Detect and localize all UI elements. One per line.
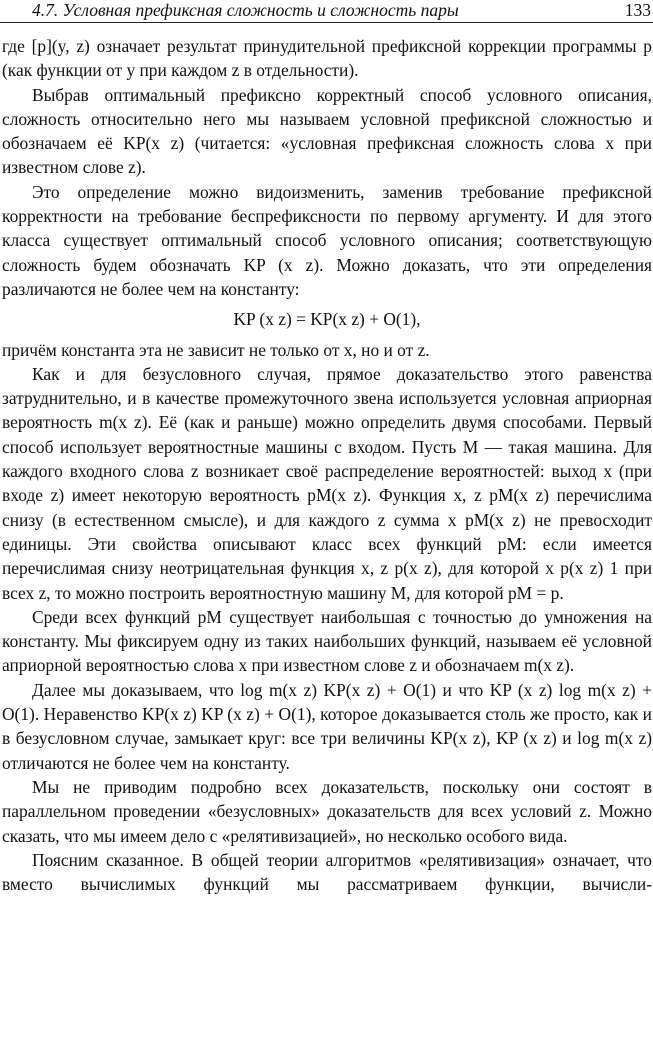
running-head — [0, 0, 653, 23]
paragraph: Поясним сказанное. В общей теории алгоритмов «релятивизация» означает, что вместо вычислимых функций мы рассматриваем функции, вычисли- — [2, 849, 652, 895]
paragraph: причём константа эта не зависит не только от x, но и от z. — [2, 339, 430, 360]
paragraph: Это определение можно видоизменить, заменив требование префиксной корректности на требование беспрефиксности по первому аргументу. И для этого класса существует оптимальный способ условного описания; соответствующую сложность будем обозначать KP (x z). Можно доказать, что эти определения различаются не более чем на константу: — [2, 181, 652, 299]
body-text — [2, 34, 652, 896]
paragraph: Выбрав оптимальный префиксно корректный способ условного описания, сложность относительно него мы называем условной префиксной сложностью и обозначаем её KP(x z) (читается: «условная префиксная сложность слова x при известном слове z). — [2, 84, 652, 178]
display-formula: KP (x z) = KP(x z) + O(1), — [233, 309, 421, 330]
paragraph: Среди всех функций pM существует наибольшая с точностью до умножения на константу. Мы фиксируем одну из таких наибольших функций, называем её условной априорной вероятностью слова x при известном слове z и обозначаем m(x z). — [2, 606, 652, 676]
running-head-title: 4.7. Условная префиксная сложность и сложность пары — [32, 0, 459, 20]
paragraph: Мы не приводим подробно всех доказательств, поскольку они состоят в параллельном проведении «безусловных» доказательств для всех условий z. Можно сказать, что мы имеем дело с «релятивизацией», но несколько особого вида. — [2, 776, 652, 846]
paragraph: Далее мы доказываем, что log m(x z) KP(x z) + O(1) и что KP (x z) log m(x z) + O(1). Неравенство KP(x z) KP (x z) + O(1), которое доказывается столь же просто, как и в безусловном случае, замыкает круг: все три величины KP(x z), KP (x z) и log m(x z) отличаются не более чем на константу. — [2, 679, 652, 773]
page-number: 133 — [624, 0, 651, 20]
paragraph: Как и для безусловного случая, прямое доказательство этого равенства затруднительно, и в качестве промежуточного звена используется условная априорная вероятность m(x z). Её (как и раньше) можно определить двумя способами. Первый способ использует вероятностные машины с входом. Пусть M — такая машина. Для каждого входного слова z возникает своё распределение вероятностей: выход x (при входе z) имеет некоторую вероятность pM(x z). Функция x, z pM(x z) перечислима снизу (в естественном смысле), и для каждого z сумма x pM(x z) не превосходит единицы. Эти свойства описывают класс всех функций pM: если имеется перечислимая снизу неотрицательная функция x, z p(x z), для которой x p(x z) 1 при всех z, то можно построить вероятностную машину M, для которой pM = p. — [2, 363, 652, 603]
paragraph: где [p](y, z) означает результат принудительной префиксной коррекции программы p (как функции от y при каждом z в отдельности). — [2, 36, 652, 81]
